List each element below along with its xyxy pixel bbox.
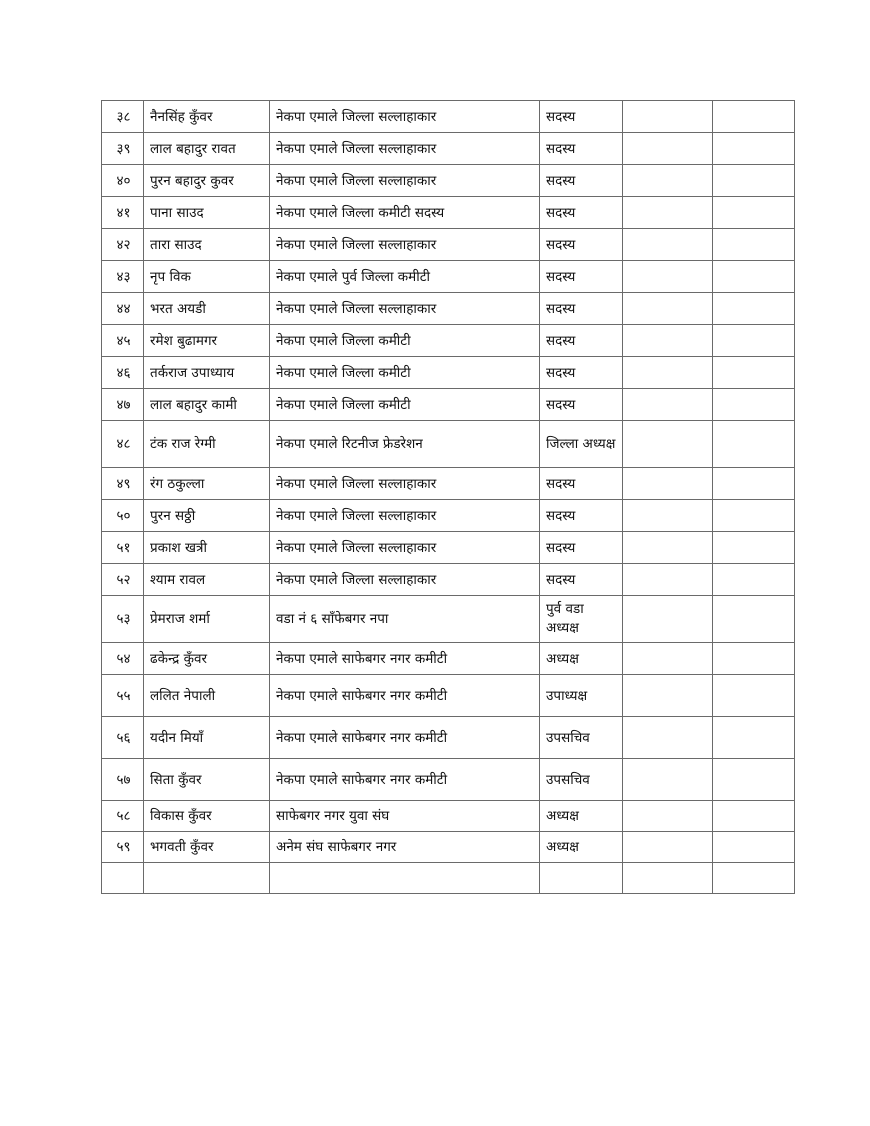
role-cell: पुर्व वडा अध्यक्ष <box>540 596 623 643</box>
name-cell: नैनसिंह कुँवर <box>144 101 270 133</box>
role-cell: सदस्य <box>540 261 623 293</box>
name-cell: पाना साउद <box>144 197 270 229</box>
serial-number-cell: ४९ <box>102 468 144 500</box>
role-cell: सदस्य <box>540 325 623 357</box>
blank-cell <box>623 500 713 532</box>
serial-number-cell: ५६ <box>102 717 144 759</box>
organization-cell: नेकपा एमाले जिल्ला सल्लाहाकार <box>270 165 540 197</box>
blank-cell <box>713 596 795 643</box>
blank-cell <box>623 325 713 357</box>
organization-cell: नेकपा एमाले जिल्ला सल्लाहाकार <box>270 229 540 261</box>
name-cell: तर्कराज उपाध्याय <box>144 357 270 389</box>
organization-cell: नेकपा एमाले जिल्ला सल्लाहाकार <box>270 468 540 500</box>
table-row <box>102 229 795 261</box>
organization-cell: नेकपा एमाले जिल्ला सल्लाहाकार <box>270 133 540 165</box>
role-cell: सदस्य <box>540 229 623 261</box>
blank-cell <box>713 759 795 801</box>
serial-number-cell: ५४ <box>102 643 144 675</box>
blank-cell <box>623 229 713 261</box>
name-cell: यदीन मियाँ <box>144 717 270 759</box>
table-row <box>102 643 795 675</box>
member-table <box>101 100 795 894</box>
blank-cell <box>713 500 795 532</box>
role-cell: अध्यक्ष <box>540 643 623 675</box>
serial-number-cell: ५५ <box>102 675 144 717</box>
table-row <box>102 389 795 421</box>
blank-cell <box>270 863 540 894</box>
blank-cell <box>713 389 795 421</box>
blank-cell <box>713 564 795 596</box>
blank-cell <box>713 532 795 564</box>
role-cell: सदस्य <box>540 165 623 197</box>
blank-cell <box>713 325 795 357</box>
blank-cell <box>623 564 713 596</box>
organization-cell: नेकपा एमाले साफेबगर नगर कमीटी <box>270 675 540 717</box>
organization-cell: नेकपा एमाले रिटनीज फ्रेडरेशन <box>270 421 540 468</box>
blank-cell <box>623 165 713 197</box>
table-row <box>102 325 795 357</box>
organization-cell: वडा नं ६ साँफेबगर नपा <box>270 596 540 643</box>
name-cell: रंग ठकुल्ला <box>144 468 270 500</box>
role-cell: सदस्य <box>540 197 623 229</box>
blank-cell <box>713 133 795 165</box>
name-cell: पुरन बहादुर कुवर <box>144 165 270 197</box>
blank-cell <box>713 717 795 759</box>
role-cell: सदस्य <box>540 101 623 133</box>
serial-number-cell: ३८ <box>102 101 144 133</box>
blank-cell <box>713 229 795 261</box>
serial-number-cell: ४१ <box>102 197 144 229</box>
role-cell: सदस्य <box>540 500 623 532</box>
table-row <box>102 133 795 165</box>
blank-cell <box>713 468 795 500</box>
table-row <box>102 293 795 325</box>
organization-cell: नेकपा एमाले साफेबगर नगर कमीटी <box>270 643 540 675</box>
name-cell: रमेश बुढामगर <box>144 325 270 357</box>
blank-cell <box>623 643 713 675</box>
serial-number-cell: ५७ <box>102 759 144 801</box>
organization-cell: नेकपा एमाले पुर्व जिल्ला कमीटी <box>270 261 540 293</box>
serial-number-cell: ५९ <box>102 832 144 863</box>
table-row <box>102 165 795 197</box>
table-row <box>102 675 795 717</box>
role-cell: सदस्य <box>540 293 623 325</box>
table-row <box>102 759 795 801</box>
name-cell: भरत अयडी <box>144 293 270 325</box>
organization-cell: नेकपा एमाले जिल्ला सल्लाहाकार <box>270 293 540 325</box>
organization-cell: नेकपा एमाले जिल्ला कमीटी <box>270 357 540 389</box>
serial-number-cell: ५८ <box>102 801 144 832</box>
role-cell: उपसचिव <box>540 717 623 759</box>
organization-cell: साफेबगर नगर युवा संघ <box>270 801 540 832</box>
blank-cell <box>623 197 713 229</box>
blank-cell <box>713 101 795 133</box>
table-row <box>102 801 795 832</box>
blank-cell <box>623 261 713 293</box>
table-row <box>102 261 795 293</box>
blank-cell <box>713 421 795 468</box>
blank-cell <box>623 101 713 133</box>
serial-number-cell: ५३ <box>102 596 144 643</box>
table-row <box>102 564 795 596</box>
organization-cell: नेकपा एमाले जिल्ला कमीटी <box>270 389 540 421</box>
blank-cell <box>713 675 795 717</box>
serial-number-cell: ३९ <box>102 133 144 165</box>
blank-cell <box>623 863 713 894</box>
blank-cell <box>623 532 713 564</box>
name-cell: टंक राज रेग्मी <box>144 421 270 468</box>
organization-cell: अनेम संघ साफेबगर नगर <box>270 832 540 863</box>
table-row <box>102 596 795 643</box>
name-cell: लाल बहादुर रावत <box>144 133 270 165</box>
blank-cell <box>713 261 795 293</box>
role-cell: सदस्य <box>540 564 623 596</box>
blank-cell <box>102 863 144 894</box>
blank-cell <box>623 293 713 325</box>
serial-number-cell: ५२ <box>102 564 144 596</box>
serial-number-cell: ४६ <box>102 357 144 389</box>
blank-cell <box>623 596 713 643</box>
organization-cell: नेकपा एमाले जिल्ला सल्लाहाकार <box>270 500 540 532</box>
blank-cell <box>713 197 795 229</box>
name-cell: तारा साउद <box>144 229 270 261</box>
serial-number-cell: ४० <box>102 165 144 197</box>
empty-table-row <box>102 863 795 894</box>
role-cell: सदस्य <box>540 389 623 421</box>
name-cell: ललित नेपाली <box>144 675 270 717</box>
name-cell: नृप विक <box>144 261 270 293</box>
serial-number-cell: ४२ <box>102 229 144 261</box>
table-row <box>102 101 795 133</box>
name-cell: लाल बहादुर कामी <box>144 389 270 421</box>
organization-cell: नेकपा एमाले साफेबगर नगर कमीटी <box>270 759 540 801</box>
serial-number-cell: ४३ <box>102 261 144 293</box>
blank-cell <box>623 675 713 717</box>
organization-cell: नेकपा एमाले जिल्ला सल्लाहाकार <box>270 564 540 596</box>
name-cell: श्याम रावल <box>144 564 270 596</box>
serial-number-cell: ४८ <box>102 421 144 468</box>
role-cell: सदस्य <box>540 357 623 389</box>
role-cell: जिल्ला अध्यक्ष <box>540 421 623 468</box>
table-row <box>102 532 795 564</box>
name-cell: सिता कुँवर <box>144 759 270 801</box>
organization-cell: नेकपा एमाले जिल्ला कमीटी <box>270 325 540 357</box>
organization-cell: नेकपा एमाले जिल्ला सल्लाहाकार <box>270 532 540 564</box>
name-cell: भगवती कुँवर <box>144 832 270 863</box>
organization-cell: नेकपा एमाले साफेबगर नगर कमीटी <box>270 717 540 759</box>
table-row <box>102 500 795 532</box>
name-cell: ढकेन्द्र कुँवर <box>144 643 270 675</box>
name-cell: प्रकाश खत्री <box>144 532 270 564</box>
role-cell: सदस्य <box>540 532 623 564</box>
role-cell: सदस्य <box>540 133 623 165</box>
blank-cell <box>623 759 713 801</box>
blank-cell <box>623 832 713 863</box>
table-row <box>102 197 795 229</box>
role-cell: उपाध्यक्ष <box>540 675 623 717</box>
table-row <box>102 717 795 759</box>
name-cell: प्रेमराज शर्मा <box>144 596 270 643</box>
blank-cell <box>623 801 713 832</box>
blank-cell <box>713 643 795 675</box>
blank-cell <box>623 389 713 421</box>
serial-number-cell: ४७ <box>102 389 144 421</box>
blank-cell <box>540 863 623 894</box>
serial-number-cell: ५० <box>102 500 144 532</box>
blank-cell <box>623 468 713 500</box>
serial-number-cell: ४४ <box>102 293 144 325</box>
blank-cell <box>713 293 795 325</box>
blank-cell <box>623 717 713 759</box>
blank-cell <box>623 357 713 389</box>
blank-cell <box>623 133 713 165</box>
table-row <box>102 468 795 500</box>
name-cell: विकास कुँवर <box>144 801 270 832</box>
blank-cell <box>713 863 795 894</box>
blank-cell <box>623 421 713 468</box>
role-cell: अध्यक्ष <box>540 801 623 832</box>
serial-number-cell: ४५ <box>102 325 144 357</box>
role-cell: सदस्य <box>540 468 623 500</box>
blank-cell <box>713 357 795 389</box>
blank-cell <box>713 801 795 832</box>
blank-cell <box>713 165 795 197</box>
organization-cell: नेकपा एमाले जिल्ला सल्लाहाकार <box>270 101 540 133</box>
table-row <box>102 357 795 389</box>
organization-cell: नेकपा एमाले जिल्ला कमीटी सदस्य <box>270 197 540 229</box>
name-cell: पुरन सठ्ठी <box>144 500 270 532</box>
table-row <box>102 421 795 468</box>
role-cell: उपसचिव <box>540 759 623 801</box>
blank-cell <box>144 863 270 894</box>
table-row <box>102 832 795 863</box>
serial-number-cell: ५१ <box>102 532 144 564</box>
blank-cell <box>713 832 795 863</box>
role-cell: अध्यक्ष <box>540 832 623 863</box>
